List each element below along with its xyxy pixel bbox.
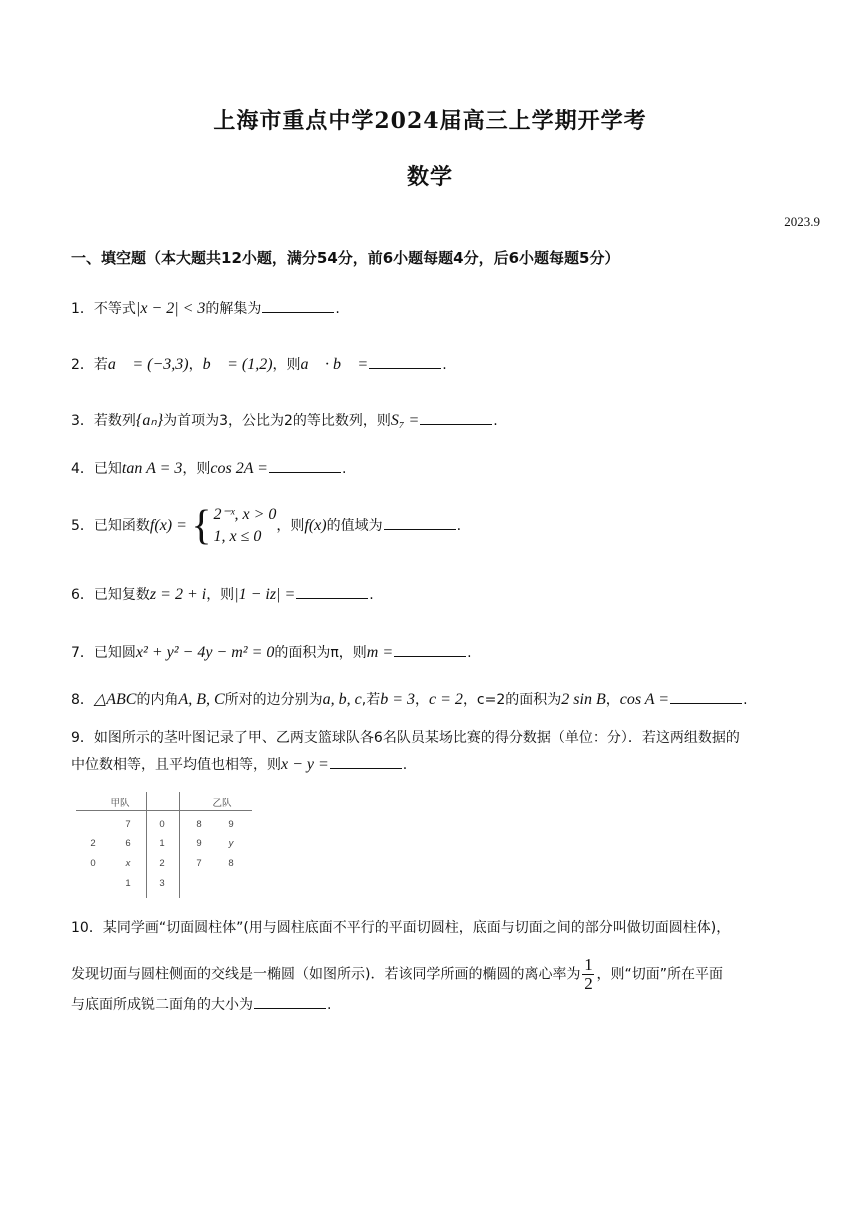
question-4	[71, 458, 346, 479]
leaf: y	[228, 838, 234, 849]
question-7	[71, 642, 472, 663]
stem-divider-left	[146, 792, 147, 898]
question-text: 发现切面与圆柱侧面的交线是一椭圆（如图所示)．若该同学所画的椭圆的离心率为	[71, 966, 581, 983]
math-expression: z = 2 + i	[149, 586, 207, 603]
question-9-line-1	[71, 728, 740, 748]
math-expression: |x − 2| < 3	[135, 300, 206, 317]
math-expression: a⃗ · b⃗ =	[300, 356, 369, 373]
exam-title: 上海市重点中学2024届高三上学期开学考	[213, 108, 647, 134]
question-2	[71, 354, 447, 375]
question-text: 如图所示的茎叶图记录了甲、乙两支篮球队各6名队员某场比赛的得分数据（单位：分）．若这两组数据的	[93, 730, 740, 746]
math-expression: c = 2	[429, 691, 463, 708]
question-5	[71, 504, 461, 548]
fraction-denominator: 2	[584, 974, 593, 993]
question-text: .	[402, 757, 408, 773]
question-10-line-3	[71, 994, 331, 1015]
question-text: .	[442, 357, 447, 373]
answer-blank[interactable]	[262, 298, 334, 313]
fraction	[582, 956, 594, 993]
question-number: 1．	[71, 301, 94, 317]
question-number: 2．	[71, 357, 94, 373]
math-expression: △ABC	[93, 691, 137, 708]
question-number: 10．	[71, 920, 103, 936]
question-text: ，则	[276, 518, 305, 534]
question-number: 3．	[71, 413, 94, 429]
question-text: 已知	[93, 461, 122, 477]
question-text: ,若	[361, 692, 381, 708]
answer-blank[interactable]	[330, 754, 402, 769]
math-expression: S₇ =	[390, 412, 420, 429]
question-text: .	[369, 587, 374, 603]
stem: 0	[159, 819, 165, 830]
piecewise-function	[191, 504, 276, 548]
leaf: 1	[125, 878, 131, 889]
answer-blank[interactable]	[420, 410, 492, 425]
question-number: 5．	[71, 518, 94, 534]
question-text: ，则“切面”所在平面	[596, 966, 723, 983]
math-expression: f(x) =	[149, 517, 187, 534]
question-text: 若数列	[93, 413, 136, 429]
answer-blank[interactable]	[296, 584, 368, 599]
subject-title: 数学	[406, 164, 453, 190]
question-number: 4．	[71, 461, 94, 477]
question-text: ，则	[182, 461, 211, 477]
brace-glyph: {	[191, 503, 212, 549]
question-number: 9．	[71, 730, 94, 746]
case-2: 1, x ≤ 0	[213, 528, 262, 545]
leaf: 0	[90, 858, 96, 869]
case-1: 2⁻ˣ, x > 0	[213, 506, 277, 523]
question-text: .	[327, 997, 332, 1013]
question-text: ，则	[272, 357, 301, 373]
leaf: 8	[196, 819, 202, 830]
question-text: 已知圆	[93, 645, 136, 661]
leaf: 9	[228, 819, 234, 830]
question-text: .	[456, 518, 462, 534]
question-3	[71, 410, 498, 431]
question-number: 8．	[71, 692, 94, 708]
exam-date: 2023.9	[784, 214, 820, 229]
answer-blank[interactable]	[670, 689, 742, 704]
answer-blank[interactable]	[269, 458, 341, 473]
question-text: 已知复数	[93, 587, 150, 603]
question-text: ，	[605, 692, 620, 708]
math-expression: {aₙ}	[135, 412, 164, 429]
math-expression: x − y =	[281, 756, 329, 773]
question-1	[71, 298, 340, 319]
header-divider	[76, 810, 252, 811]
question-text: ，则	[206, 587, 235, 603]
question-10-line-2	[71, 956, 723, 993]
leaf: 7	[196, 858, 202, 869]
answer-blank[interactable]	[369, 354, 441, 369]
left-team-header: 甲队	[110, 798, 130, 809]
math-expression: f(x)	[304, 517, 327, 534]
math-expression: cos A =	[619, 691, 670, 708]
section-heading: 一、填空题（本大题共12小题，满分54分，前6小题每题4分，后6小题每题5分）	[71, 249, 620, 267]
answer-blank[interactable]	[394, 642, 466, 657]
question-text: 为首项为3，公比为2的等比数列，则	[163, 413, 391, 429]
question-text: ，	[415, 692, 430, 708]
question-text: .	[335, 301, 340, 317]
math-expression: b = 3	[380, 691, 416, 708]
question-text: .	[743, 692, 748, 708]
question-8	[71, 689, 748, 710]
question-text: 某同学画“切面圆柱体”(用与圆柱底面不平行的平面切圆柱，底面与切面之间的部分叫做切面圆柱体)，	[102, 920, 731, 936]
question-text: 的内角	[136, 692, 179, 708]
math-expression: b⃗ = (1,2)	[202, 356, 273, 373]
stem: 1	[159, 838, 165, 849]
question-10-line-1	[71, 918, 730, 938]
math-expression: cos 2A =	[210, 460, 268, 477]
stem: 3	[159, 878, 165, 889]
answer-blank[interactable]	[384, 515, 456, 530]
leaf: 7	[125, 819, 131, 830]
math-expression: tan A = 3	[121, 460, 183, 477]
leaf: 6	[125, 838, 131, 849]
question-text: 不等式	[93, 301, 136, 317]
question-text: ，	[188, 357, 203, 373]
stem-leaf-plot	[76, 792, 252, 898]
stem: 2	[159, 858, 165, 869]
math-expression: |1 − iz| =	[234, 586, 296, 603]
question-text: 的解集为	[205, 301, 262, 317]
math-expression: a, b, c	[322, 691, 362, 708]
answer-blank[interactable]	[254, 994, 326, 1009]
math-expression: A, B, C	[178, 691, 225, 708]
right-team-header: 乙队	[212, 798, 232, 809]
fraction-numerator: 1	[584, 955, 593, 974]
question-text: 的值域为	[326, 518, 383, 534]
question-text: 中位数相等，且平均值也相等，则	[71, 757, 281, 773]
question-text: 与底面所成锐二面角的大小为	[71, 997, 253, 1013]
question-text: .	[341, 461, 347, 477]
question-text: .	[467, 645, 472, 661]
question-6	[71, 584, 374, 605]
leaf: x	[125, 858, 131, 869]
math-expression: a⃗ = (−3,3)	[107, 356, 189, 373]
math-expression: x² + y² − 4y − m² = 0	[135, 644, 275, 661]
question-text: 若	[93, 357, 108, 373]
question-9-line-2	[71, 754, 407, 775]
math-expression: 2 sin B	[561, 691, 606, 708]
question-text: 所对的边分别为	[224, 692, 323, 708]
question-text: ，c=2的面积为	[462, 692, 562, 708]
stem-divider-right	[179, 792, 180, 898]
question-text: 的面积为π，则	[274, 645, 367, 661]
question-number: 7．	[71, 645, 94, 661]
leaf: 8	[228, 858, 234, 869]
question-text: .	[493, 413, 498, 429]
math-expression: m =	[366, 644, 394, 661]
leaf: 2	[90, 838, 96, 849]
question-number: 6．	[71, 587, 94, 603]
question-text: 已知函数	[93, 518, 150, 534]
leaf: 9	[196, 838, 202, 849]
